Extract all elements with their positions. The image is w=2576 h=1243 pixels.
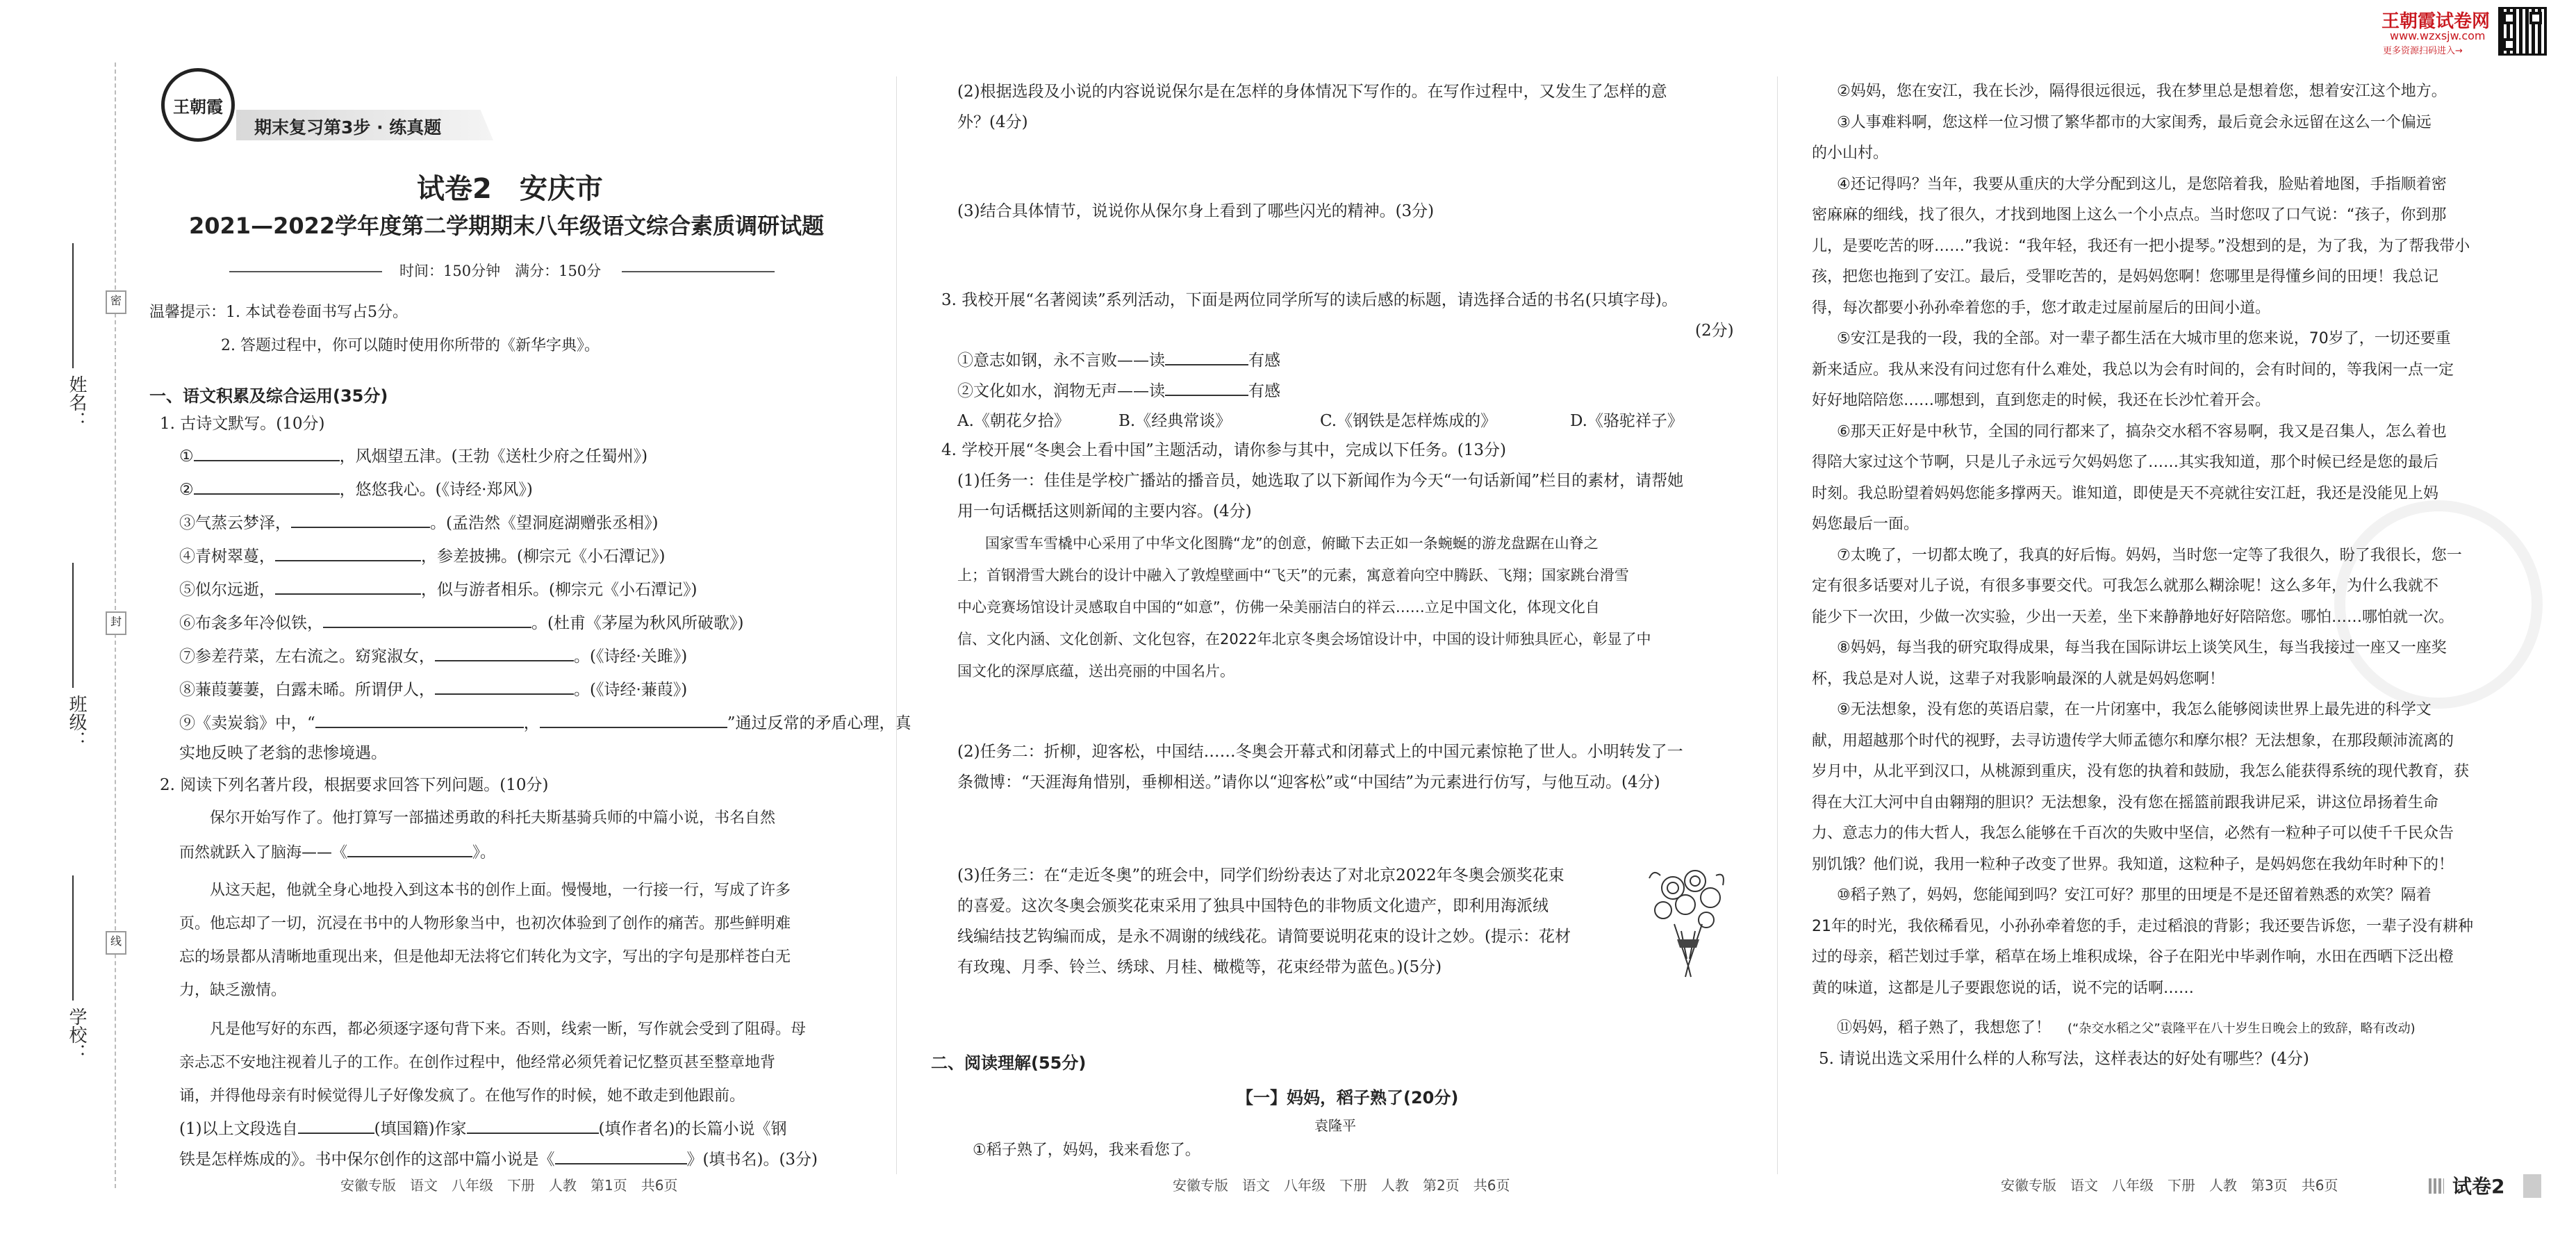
brand-url: www.wzxsjw.com bbox=[2390, 29, 2486, 42]
reading-line: 得陪大家过这个节啊，只是儿子永远亏欠妈妈您了……其实我知道，那个时候已经是您的最后 bbox=[1812, 454, 2439, 471]
q1-heading: 1. 古诗文默写。(10分) bbox=[160, 415, 325, 433]
poem-item-1: ① ，风烟望五津。(王勃《送杜少府之任蜀州》) bbox=[179, 442, 647, 470]
paper-tag: 试卷2 bbox=[2452, 1175, 2505, 1198]
q3-item-2: ②文化如水，润物无声——读 有感 bbox=[957, 377, 1280, 405]
brand-slogan: 更多资源扫码进入→ bbox=[2383, 46, 2463, 56]
q3-option-d: D.《骆驼祥子》 bbox=[1570, 412, 1683, 430]
time-rule-left bbox=[229, 271, 382, 272]
section-1-heading: 一、语文积累及综合运用(35分) bbox=[149, 386, 388, 406]
reading-line: 妈您最后一面。 bbox=[1812, 516, 1919, 533]
poem-item-6: ⑥布衾多年冷似铁， 。(杜甫《茅屋为秋风所破歌》) bbox=[179, 609, 743, 637]
answer-blank[interactable] bbox=[275, 575, 421, 595]
task3-line-2: 的喜爱。这次冬奥会颁奖花束采用了独具中国特色的非物质文化遗产，即利用海派绒 bbox=[957, 897, 1549, 915]
reading-line: 得，每次都要小孙孙牵着您的手，您才敢走过屋前屋后的田间小道。 bbox=[1812, 299, 2271, 317]
answer-blank[interactable] bbox=[1165, 346, 1248, 365]
name-field[interactable] bbox=[72, 243, 74, 368]
reading-line: 好好地陪陪您……哪想到，直到您走的时候，我还在长沙忙着开会。 bbox=[1812, 392, 2271, 409]
q2-2-line-1: (2)根据选段及小说的内容说说保尔是在怎样的身体情况下写作的。在写作过程中，又发生了怎样的意 bbox=[957, 83, 1667, 101]
q2-heading: 2. 阅读下列名著片段，根据要求回答下列问题。(10分) bbox=[160, 776, 549, 794]
answer-blank[interactable] bbox=[555, 1145, 687, 1164]
time-info: 时间：150分钟 满分：150分 bbox=[399, 263, 602, 279]
q2-1-line-2: 铁是怎样炼成的》。书中保尔创作的这部中篇小说是《 》(填书名)。(3分) bbox=[179, 1145, 818, 1174]
answer-blank[interactable] bbox=[298, 1114, 374, 1134]
answer-blank[interactable] bbox=[1165, 377, 1248, 396]
poem-item-7: ⑦参差荇菜，左右流之。窈窕淑女， 。(《诗经·关雎》) bbox=[179, 642, 687, 670]
news-line-5: 国文化的深厚底蕴，送出亮丽的中国名片。 bbox=[957, 663, 1235, 680]
poem-item-9-cont: 实地反映了老翁的悲惨境遇。 bbox=[179, 744, 387, 762]
answer-blank[interactable] bbox=[315, 709, 524, 728]
q3-score: (2分) bbox=[1695, 322, 1734, 340]
excerpt-line-9: 诵，并得他母亲有时候觉得儿子好像发疯了。在他写作的时候，她不敢走到他跟前。 bbox=[179, 1087, 745, 1105]
bouquet-illustration bbox=[1646, 862, 1730, 980]
reading-para-11: ⑪妈妈，稻子熟了，我想您了！ (“杂交水稻之父”袁隆平在八十岁生日晚会上的致辞，略有改动) bbox=[1837, 1019, 2416, 1037]
brand-site-name: 王朝霞试卷网 bbox=[2381, 11, 2491, 32]
news-line-2: 上；首钢滑雪大跳台的设计中融入了敦煌壁画中“飞天”的元素，寓意着向空中腾跃、飞翔；国家跳台滑雪 bbox=[957, 567, 1629, 584]
task2-line-1: (2)任务二：折柳，迎客松，中国结……冬奥会开幕式和闭幕式上的中国元素惊艳了世人。小明转发了一 bbox=[957, 743, 1683, 761]
task2-line-2: 条微博：“天涯海角惜别，垂柳相送。”请你以“迎客松”或“中国结”为元素进行仿写，与他互动。(4分) bbox=[957, 773, 1660, 791]
poem-item-4: ④青树翠蔓， ，参差披拂。(柳宗元《小石潭记》) bbox=[179, 542, 665, 570]
answer-blank[interactable] bbox=[291, 509, 430, 528]
task1-line-2: 用一句话概括这则新闻的主要内容。(4分) bbox=[957, 502, 1252, 520]
q3-item-1: ①意志如钢，永不言败——读 有感 bbox=[957, 346, 1280, 374]
answer-area-task2[interactable] bbox=[957, 799, 1735, 855]
reading-line: ⑩稻子熟了，妈妈，您能闻到吗？安江可好？那里的田埂是不是还留着熟悉的欢笑？隔着 bbox=[1837, 887, 2431, 904]
seal-mark-1: 密 bbox=[106, 290, 126, 314]
time-rule-right bbox=[622, 271, 775, 272]
q2-2-line-2: 外？(4分) bbox=[957, 113, 1028, 131]
reading-line: 21年的时光，我依稀看见，小孙孙牵着您的手，走过稻浪的背影；我还要告诉您，一辈子没有耕种 bbox=[1812, 917, 2473, 935]
reading-line: 的小山村。 bbox=[1812, 145, 1889, 162]
answer-area-q2-3[interactable] bbox=[957, 229, 1735, 285]
reading-line: 密麻麻的细线，找了很久，才找到地图上这么一个小点点。当时您叹了口气说：“孩子，你到那 bbox=[1812, 206, 2447, 224]
paper-tag-bar bbox=[2523, 1174, 2541, 1198]
column-divider-1 bbox=[896, 76, 897, 1174]
answer-area-q5[interactable] bbox=[1819, 1076, 2548, 1159]
q4-heading: 4. 学校开展“冬奥会上看中国”主题活动，请你参与其中，完成以下任务。(13分) bbox=[941, 441, 1506, 459]
answer-blank[interactable] bbox=[347, 838, 472, 857]
seal-mark-2: 封 bbox=[106, 611, 126, 635]
reading-line: 献，用超越那个时代的视野，去寻访遗传学大师孟德尔和摩尔根？无法想象，在那段颠沛流离的 bbox=[1812, 732, 2454, 750]
paper-tag-dots bbox=[2429, 1178, 2444, 1194]
q3-option-b: B.《经典常谈》 bbox=[1118, 412, 1232, 430]
reading-line: 新来适应。我从来没有问过您有什么难处，我总以为会有时间的，会有时间的，等我闲一点一定 bbox=[1812, 361, 2454, 379]
excerpt-line-2: 而然就跃入了脑海——《 》。 bbox=[179, 838, 495, 867]
task3-line-3: 线编结技艺钩编而成，是永不凋谢的绒线花。请简要说明花束的设计之妙。(提示：花材 bbox=[957, 928, 1571, 946]
reading-line: ④还记得吗？当年，我要从重庆的大学分配到这儿，是您陪着我，脸贴着地图，手指顺着密 bbox=[1837, 175, 2447, 193]
reading-author: 袁隆平 bbox=[1314, 1117, 1356, 1134]
reading-line: 得在大江大河中自由翱翔的胆识？无法想象，没有您在摇篮前跟我讲尼采，讲这位昂扬着生命 bbox=[1812, 793, 2439, 812]
q3-heading: 3. 我校开展“名著阅读”系列活动，下面是两位同学所写的读后感的标题，请选择合适的书名(只填字母)。 bbox=[941, 291, 1678, 309]
reading-line: 力、意志力的伟大哲人，我怎么能够在千百次的失败中坚信，必然有一粒种子可以使千千民众告 bbox=[1812, 825, 2454, 842]
excerpt-line-4: 页。他忘却了一切，沉浸在书中的人物形象当中，也初次体验到了创作的痛苦。那些鲜明难 bbox=[179, 915, 791, 932]
excerpt-line-5: 忘的场景都从清晰地重现出来，但是他却无法将它们转化为文字，写出的字句是那样苍白无 bbox=[179, 948, 791, 966]
excerpt-line-8: 亲忐忑不安地注视着儿子的工作。在创作过程中，他经常必须凭着记忆整页甚至整章地背 bbox=[179, 1054, 776, 1071]
reading-line: ②妈妈，您在安江，我在长沙，隔得很远很远，我在梦里总是想着您，想着安江这个地方。 bbox=[1837, 83, 2447, 100]
reading-line: 黄的味道，这都是儿子要跟您说的话，说不完的话啊…… bbox=[1812, 979, 2195, 997]
class-field[interactable] bbox=[72, 563, 74, 688]
reading-line: ⑦太晚了，一切都太晚了，我真的好后悔。妈妈，当时您一定等了我很久，盼了我很长，您一 bbox=[1837, 546, 2462, 564]
q3-option-a: A.《朝花夕拾》 bbox=[957, 412, 1070, 430]
q5: 5. 请说出选文采用什么样的人称写法，这样表达的好处有哪些？(4分) bbox=[1819, 1050, 2309, 1068]
reading-line: 儿，是要吃苦的呀……”我说：“我年轻，我还有一把小提琴。”没想到的是，为了我，为了帮我带小 bbox=[1812, 237, 2470, 255]
reading-line: ③人事难料啊，您这样一位习惯了繁华都市的大家闺秀，最后竟会永远留在这么一个偏远 bbox=[1837, 113, 2431, 131]
reading-line: 定有很多话要对儿子说，有很多事要交代。可我怎么就那么糊涂呢！这么多年，为什么我就不 bbox=[1812, 577, 2439, 595]
tip-line-2: 2. 答题过程中，你可以随时使用你所带的《新华字典》。 bbox=[221, 337, 600, 354]
paper-title: 试卷2 安庆市 bbox=[417, 173, 603, 205]
answer-blank[interactable] bbox=[323, 609, 531, 628]
class-label: 班级： bbox=[66, 695, 87, 749]
excerpt-line-6: 力，缺乏激情。 bbox=[179, 982, 287, 999]
reading-line: ⑧妈妈，每当我的研究取得成果，每当我在国际讲坛上谈笑风生，每当我接过一座又一座奖 bbox=[1837, 639, 2447, 657]
qr-code[interactable] bbox=[2498, 7, 2547, 56]
reading-line: ⑤安江是我的一段，我的全部。对一辈子都生活在大城市里的您来说，70岁了，一切还要重 bbox=[1837, 330, 2451, 347]
answer-area-task1[interactable] bbox=[957, 688, 1735, 723]
answer-blank[interactable] bbox=[540, 709, 727, 728]
poem-item-2: ② ，悠悠我心。(《诗经·郑风》) bbox=[179, 475, 533, 504]
reading-para-1: ①稻子熟了，妈妈，我来看您了。 bbox=[973, 1142, 1200, 1159]
q2-3: (3)结合具体情节，说说你从保尔身上看到了哪些闪光的精神。(3分) bbox=[957, 202, 1435, 220]
reading-line: ⑨无法想象，没有您的英语启蒙，在一片闭塞中，我怎么能够阅读世界上最先进的科学文 bbox=[1837, 701, 2431, 718]
reading-line: 别饥饿？他们说，我用一粒种子改变了世界。我知道，这粒种子，是妈妈您在我幼年时种下的！ bbox=[1812, 855, 2454, 873]
poem-item-3: ③气蒸云梦泽， 。(孟浩然《望洞庭湖赠张丞相》) bbox=[179, 509, 658, 537]
q3-option-c: C.《钢铁是怎样炼成的》 bbox=[1320, 412, 1497, 430]
reading-line: ⑥那天正好是中秋节，全国的同行都来了，搞杂交水稻不容易啊，我又是召集人，怎么着也 bbox=[1837, 422, 2447, 441]
poem-item-5: ⑤似尔远逝， ，似与游者相乐。(柳宗元《小石潭记》) bbox=[179, 575, 697, 604]
school-field[interactable] bbox=[72, 875, 74, 1001]
seal-mark-3: 线 bbox=[106, 931, 126, 955]
answer-blank[interactable] bbox=[194, 442, 340, 461]
reading-title: 【一】妈妈，稻子熟了(20分) bbox=[1237, 1088, 1459, 1108]
answer-blank[interactable] bbox=[467, 1114, 599, 1134]
answer-blank[interactable] bbox=[435, 675, 574, 695]
paper-subtitle: 2021—2022学年度第二学期期末八年级语文综合素质调研试题 bbox=[189, 213, 825, 239]
reading-line: 孩，把您也拖到了安江。最后，受罪吃苦的，是妈妈您啊！您哪里是得懂乡间的田埂！我总记 bbox=[1812, 268, 2439, 286]
excerpt-line-7: 凡是他写好的东西，都必须逐字逐句背下来。否则，线索一断，写作就会受到了阻碍。母 bbox=[210, 1021, 807, 1038]
column-divider-2 bbox=[1777, 76, 1778, 1174]
reading-line: 能少下一次田，少做一次实验，少出一天差，坐下来静静地好好陪陪您。哪怕……哪怕就一次。 bbox=[1812, 608, 2454, 626]
excerpt-line-1: 保尔开始写作了。他打算写一部描述勇敢的科托夫斯基骑兵师的中篇小说，书名自然 bbox=[210, 809, 776, 827]
task3-line-1: (3)任务三：在“走近冬奥”的班会中，同学们纷纷表达了对北京2022年冬奥会颁奖花束 bbox=[957, 866, 1564, 884]
tip-line-1: 温馨提示：1. 本试卷卷面书写占5分。 bbox=[149, 304, 408, 321]
reading-line: 时刻。我总盼望着妈妈您能多撑两天。谁知道，即使是天不亮就往安江赶，我还是没能见上妈 bbox=[1812, 484, 2439, 502]
task3-line-4: 有玫瑰、月季、铃兰、绣球、月桂、橄榄等，花束经带为蓝色。)(5分) bbox=[957, 958, 1442, 976]
section-2-heading: 二、阅读理解(55分) bbox=[931, 1053, 1087, 1073]
news-line-4: 信、文化内涵、文化创新、文化包容，在2022年北京冬奥会场馆设计中，中国的设计师独具匠心，彰显了中 bbox=[957, 631, 1651, 648]
news-line-1: 国家雪车雪橇中心采用了中华文化图腾“龙”的创意，俯瞰下去正如一条蜿蜒的游龙盘踞在山脊之 bbox=[985, 535, 1599, 552]
q2-1-line-1: (1)以上文段选自 (填国籍)作家 (填作者名)的长篇小说《钢 bbox=[179, 1114, 787, 1143]
reading-line: 过的母亲，稻芒划过手掌，稻草在场上堆积成垛，谷子在阳光中毕剥作响，水田在西晒下泛出橙 bbox=[1812, 948, 2454, 966]
task1-line-1: (1)任务一：佳佳是学校广播站的播音员，她选取了以下新闻作为今天“一句话新闻”栏目的素材，请帮她 bbox=[957, 472, 1684, 490]
reading-line: 岁月中，从北平到汉口，从桃源到重庆，没有您的执着和鼓励，我怎么能获得系统的现代教育，获 bbox=[1812, 763, 2470, 780]
excerpt-line-3: 从这天起，他就全身心地投入到这本书的创作上面。慢慢地，一行接一行，写成了许多 bbox=[210, 882, 791, 899]
school-label: 学校： bbox=[66, 1007, 87, 1062]
news-line-3: 中心竞赛场馆设计灵感取自中国的“如意”，仿佛一朵美丽洁白的祥云……立足中国文化，体现文化自 bbox=[957, 599, 1600, 616]
footer-page-3: 安徽专版 语文 八年级 下册 人教 第3页 共6页 bbox=[2001, 1177, 2338, 1194]
footer-page-2: 安徽专版 语文 八年级 下册 人教 第2页 共6页 bbox=[1173, 1177, 1510, 1194]
answer-blank[interactable] bbox=[435, 642, 574, 661]
footer-page-1: 安徽专版 语文 八年级 下册 人教 第1页 共6页 bbox=[340, 1177, 678, 1194]
reading-line: 杯，我总是对人说，这辈子对我影响最深的人就是妈妈您啊！ bbox=[1812, 670, 2225, 688]
answer-blank[interactable] bbox=[275, 542, 421, 561]
logo-text: 王朝霞 bbox=[173, 96, 223, 117]
poem-item-8: ⑧蒹葭萋萋，白露未晞。所谓伊人， 。(《诗经·蒹葭》) bbox=[179, 675, 687, 704]
poem-item-9: ⑨《卖炭翁》中，“ ， ”通过反常的矛盾心理，真 bbox=[179, 709, 911, 737]
answer-area-q2-2[interactable] bbox=[957, 139, 1735, 195]
step-label: 期末复习第3步 · 练真题 bbox=[254, 117, 442, 138]
brand-logo bbox=[161, 68, 235, 142]
answer-blank[interactable] bbox=[194, 475, 340, 495]
name-label: 姓名： bbox=[66, 375, 87, 429]
watermark-seal bbox=[2334, 500, 2543, 709]
